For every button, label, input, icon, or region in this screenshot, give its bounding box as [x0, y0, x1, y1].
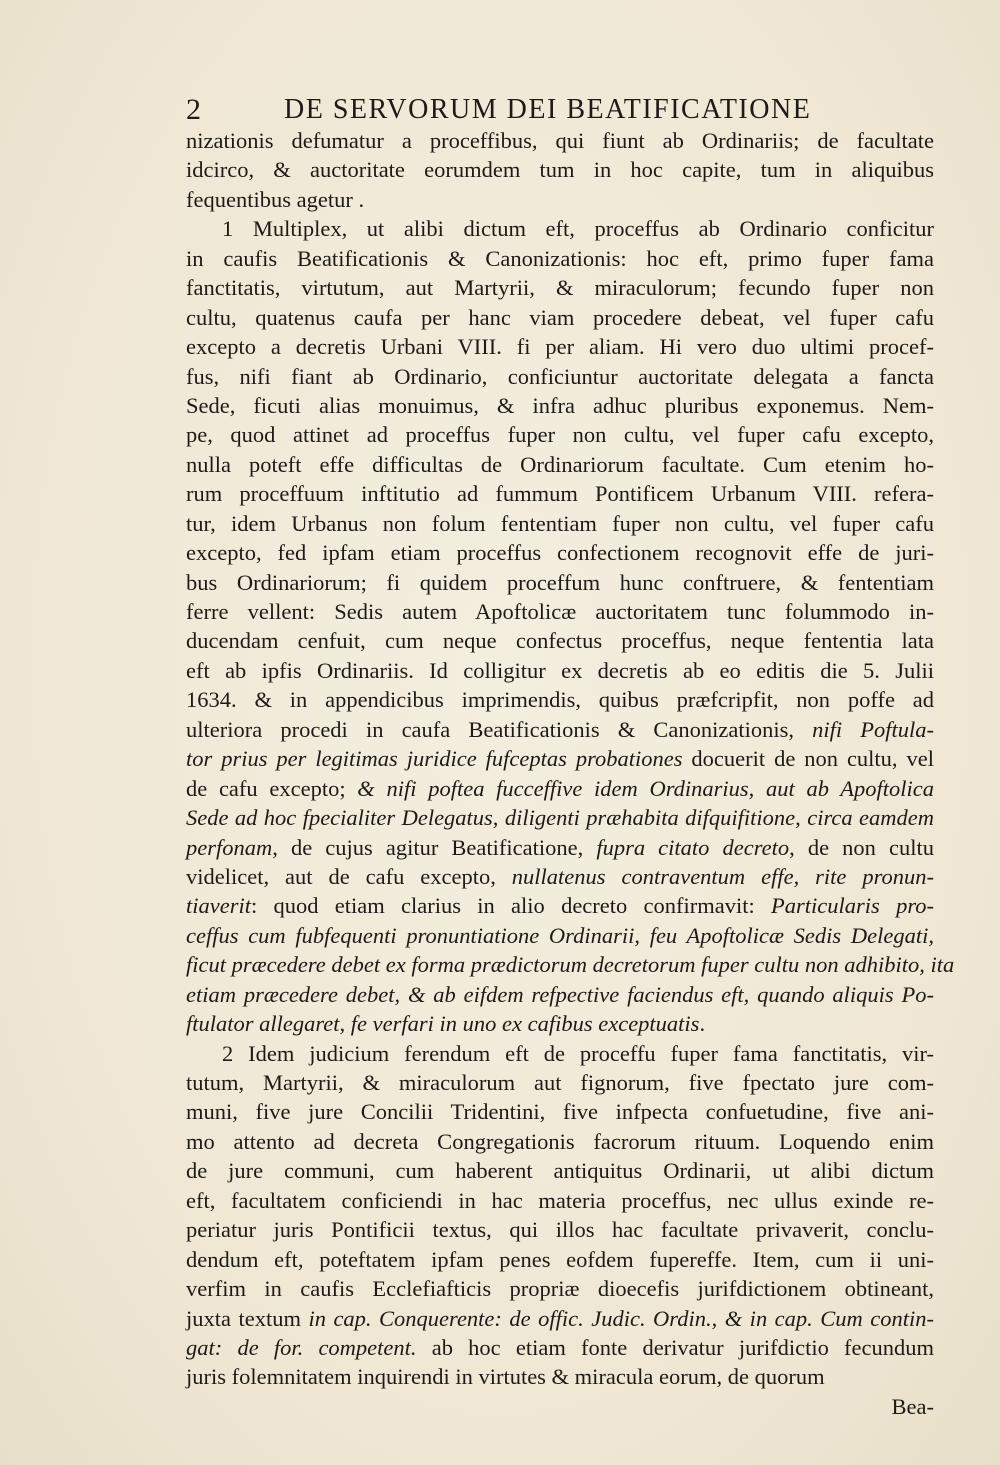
text-segment: fequentibus agetur .	[186, 186, 365, 212]
italic-segment: nullatenus contraventum effe, rite pronun-	[511, 863, 934, 889]
italic-segment: Particularis pro-	[771, 893, 934, 919]
text-line	[186, 450, 934, 479]
text-segment: ducendam cenfuit, cum neque confectus proceffus, neque fententia lata	[186, 628, 934, 654]
text-line	[186, 126, 934, 155]
text-segment: ab hoc etiam fonte derivatur jurifdictio fecundum	[416, 1334, 934, 1360]
text-line	[186, 891, 934, 920]
text-line	[186, 1362, 934, 1391]
text-segment: nizationis defumatur a proceffibus, qui fiunt ab Ordinariis; de facultate	[186, 128, 934, 153]
text-segment: juxta textum	[186, 1305, 309, 1331]
text-segment: 1634. & in appendicibus imprimendis, quibus præfcripfit, non poffe ad	[186, 687, 934, 713]
text-line	[186, 538, 934, 567]
italic-segment: & nifi poftea fucceffive idem Ordinarius, aut ab Apoftolica	[357, 775, 935, 801]
text-segment: de cafu excepto;	[186, 775, 358, 801]
text-segment: videlicet, aut de cafu excepto,	[186, 863, 512, 889]
text-line	[186, 1186, 934, 1215]
text-line	[186, 715, 934, 744]
italic-segment: nifi Poftula-	[812, 716, 934, 742]
text-line	[186, 833, 934, 862]
text-line	[186, 1274, 934, 1303]
text-segment: periatur juris Pontificii textus, qui illos hac facultate privaverit, conclu-	[186, 1217, 934, 1243]
text-line	[186, 391, 934, 420]
text-line	[186, 803, 934, 832]
text-segment: nulla poteft effe difficultas de Ordinariorum facultate. Cum etenim ho-	[186, 451, 934, 477]
text-line	[186, 362, 934, 391]
text-line	[186, 980, 934, 1009]
running-head: DE SERVORUM DEI BEATIFICATIONE	[284, 94, 812, 125]
italic-segment: gat: de for. competent.	[186, 1334, 417, 1360]
text-line	[186, 1039, 934, 1068]
italic-segment: etiam præcedere debet, & ab eifdem refpective faciendus eft, quando aliquis Po-	[186, 981, 934, 1007]
text-line	[186, 862, 934, 891]
text-segment: fus, nifi fiant ab Ordinario, conficiuntur auctoritate delegata a fancta	[186, 363, 934, 389]
text-line	[186, 332, 934, 361]
page-header	[186, 90, 946, 130]
text-segment: pe, quod attinet ad proceffus fuper non cultu, vel fuper cafu excepto,	[186, 422, 934, 448]
text-line	[186, 1245, 934, 1274]
text-line	[186, 155, 934, 184]
text-segment: excepto, fed ipfam etiam proceffus confectionem recognovit effe de juri-	[186, 540, 934, 566]
text-segment: cultu, quatenus caufa per hanc viam procedere debeat, vel fuper cafu	[186, 304, 934, 330]
text-segment: tutum, Martyrii, & miraculorum aut fignorum, five fpectato jure com-	[186, 1070, 934, 1095]
italic-segment: in cap. Conquerente: de offic. Judic. Ordin., & in cap. Cum contin-	[308, 1305, 934, 1331]
text-segment: docuerit de non cultu, vel	[682, 746, 934, 772]
text-segment: ulteriora procedi in caufa Beatificationis & Canonizationis,	[186, 716, 813, 742]
text-segment: Sede, ficuti alias monuimus, & infra adhuc pluribus exponemus. Nem-	[186, 392, 934, 418]
text-segment: fanctitatis, virtutum, aut Martyrii, & miraculorum; fecundo fuper non	[186, 275, 934, 301]
text-line	[186, 1097, 934, 1126]
text-line	[186, 950, 955, 979]
body-text	[186, 126, 955, 1421]
text-segment: .	[699, 1011, 706, 1037]
catchword	[186, 1392, 934, 1421]
text-segment: rum proceffuum inftitutio ad fummum Pontificem Urbanum VIII. refera-	[186, 481, 934, 507]
text-line	[186, 185, 934, 214]
text-line	[186, 1009, 934, 1038]
text-line	[186, 1068, 934, 1097]
text-line	[186, 626, 934, 655]
text-segment: Bea-	[891, 1393, 934, 1419]
text-line	[186, 420, 934, 449]
text-segment: ferre vellent: Sedis autem Apoftolicæ auctoritatem tunc folummodo in-	[186, 599, 934, 624]
text-line	[186, 303, 934, 332]
text-segment: idcirco, & auctoritate eorumdem tum in hoc capite, tum in aliquibus	[186, 157, 934, 183]
text-line	[186, 744, 934, 773]
italic-segment: Sede ad hoc fpecialiter Delegatus, diligenti præhabita difquifitione, circa eamdem	[186, 805, 934, 831]
text-line	[186, 509, 934, 538]
text-line	[186, 214, 934, 243]
text-segment: , de non cultu	[789, 834, 934, 860]
text-segment: mo attento ad decreta Congregationis facrorum rituum. Loquendo enim	[186, 1128, 934, 1154]
text-segment: de jure communi, cum haberent antiquitus Ordinarii, ut alibi dictum	[186, 1158, 934, 1184]
italic-segment: ftulator allegaret, fe verfari in uno ex cafibus exceptuatis	[186, 1011, 700, 1037]
text-segment: : quod etiam clarius in alio decreto confirmavit:	[250, 893, 772, 919]
text-segment: excepto a decretis Urbani VIII. fi per aliam. Hi vero duo ultimi procef-	[186, 334, 934, 360]
text-segment: tur, idem Urbanus non folum fententiam fuper non cultu, vel fuper cafu	[186, 510, 934, 536]
text-segment: muni, five jure Concilii Tridentini, five infpecta confuetudine, five ani-	[186, 1099, 934, 1125]
text-line	[186, 1156, 934, 1185]
text-line	[186, 273, 934, 302]
italic-segment: fupra citato decreto	[596, 834, 790, 860]
text-segment: juris folemnitatem inquirendi in virtutes & miracula eorum, de quorum	[186, 1364, 825, 1390]
text-segment: in caufis Beatificationis & Canonizationis: hoc eft, primo fuper fama	[186, 245, 934, 271]
italic-segment: tor prius per legitimas juridice fufceptas probationes	[186, 746, 683, 772]
text-line	[186, 1304, 934, 1333]
italic-segment: tiaverit	[186, 893, 251, 919]
italic-segment: ficut præcedere debet ex forma prædictorum decretorum fuper cultu non adhibito, ita	[186, 952, 955, 978]
italic-segment: perfonam	[186, 834, 273, 860]
italic-segment: ceffus cum fubfequenti pronuntiatione Ordinarii, feu Apoftolicæ Sedis Delegati,	[186, 922, 934, 948]
text-line	[186, 1215, 934, 1244]
text-line	[186, 479, 934, 508]
text-line	[186, 597, 934, 626]
text-line	[186, 774, 934, 803]
text-line	[186, 921, 934, 950]
text-segment: eft ab ipfis Ordinariis. Id colligitur ex decretis ab eo editis die 5. Julii	[186, 657, 934, 683]
text-line	[186, 244, 934, 273]
text-line	[186, 656, 934, 685]
text-segment: eft, facultatem conficiendi in hac materia proceffus, nec ullus exinde re-	[186, 1187, 934, 1213]
text-segment: verfim in caufis Ecclefiafticis propriæ dioecefis jurifdictionem obtineant,	[186, 1276, 934, 1302]
text-segment: , de cujus agitur Beatificatione,	[272, 834, 597, 860]
text-line	[186, 1127, 934, 1156]
page-number: 2	[186, 93, 201, 126]
text-line	[186, 568, 934, 597]
text-segment: 1 Multiplex, ut alibi dictum eft, proceffus ab Ordinario conficitur	[222, 216, 934, 242]
text-line	[186, 1333, 934, 1362]
text-line	[186, 685, 934, 714]
text-segment: dendum eft, poteftatem ipfam penes eofdem fupereffe. Item, cum ii uni-	[186, 1246, 934, 1272]
text-segment: 2 Idem judicium ferendum eft de proceffu fuper fama fanctitatis, vir-	[222, 1040, 934, 1066]
text-segment: bus Ordinariorum; fi quidem proceffum hunc conftruere, & fententiam	[186, 569, 934, 595]
